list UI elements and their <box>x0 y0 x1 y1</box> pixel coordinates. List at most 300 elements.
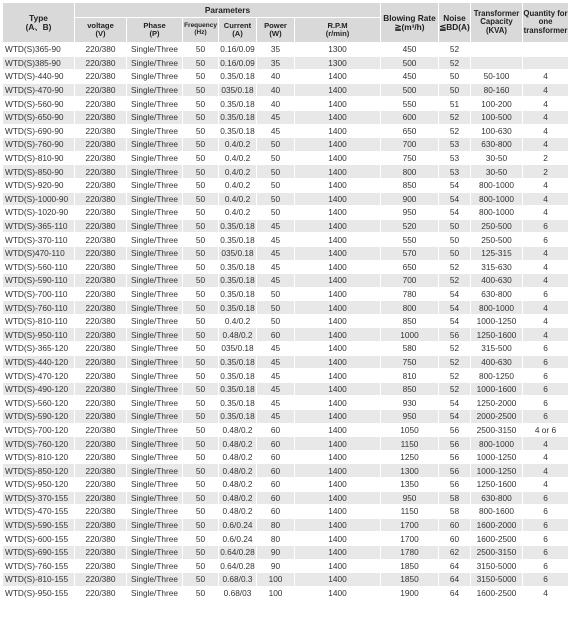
phase-cell: Single/Three <box>127 369 183 383</box>
capacity-cell: 100-200 <box>471 97 523 111</box>
frequency-cell: 50 <box>183 219 219 233</box>
capacity-cell: 315-500 <box>471 342 523 356</box>
frequency-cell: 50 <box>183 342 219 356</box>
blowing-rate-cell: 1700 <box>381 518 439 532</box>
rpm-cell: 1400 <box>295 110 381 124</box>
capacity-unit: (KVA) <box>485 25 508 35</box>
current-label: Current <box>223 21 252 31</box>
table-row <box>3 260 569 274</box>
current-cell: 0.48/0.2 <box>219 505 257 519</box>
rpm-cell: 1400 <box>295 478 381 492</box>
frequency-cell: 50 <box>183 396 219 410</box>
quantity-cell: 6 <box>523 382 569 396</box>
blowing-rate-cell: 1300 <box>381 464 439 478</box>
power-cell: 45 <box>257 110 295 124</box>
current-cell: 0.4/0.2 <box>219 314 257 328</box>
current-cell: 0.6/0.24 <box>219 532 257 546</box>
power-cell: 60 <box>257 478 295 492</box>
voltage-cell: 220/380 <box>75 260 127 274</box>
power-cell: 80 <box>257 518 295 532</box>
noise-cell: 56 <box>439 437 471 451</box>
capacity-header <box>471 3 523 43</box>
capacity-cell: 1250-1600 <box>471 478 523 492</box>
noise-cell: 52 <box>439 110 471 124</box>
rpm-header <box>295 18 381 43</box>
voltage-cell: 220/380 <box>75 206 127 220</box>
rpm-cell: 1400 <box>295 355 381 369</box>
frequency-cell: 50 <box>183 56 219 70</box>
blowing-rate-cell: 780 <box>381 287 439 301</box>
type-cell: WTD(S)-760-155 <box>3 559 75 573</box>
capacity-cell: 315-630 <box>471 260 523 274</box>
capacity-cell: 1600-2000 <box>471 518 523 532</box>
frequency-cell: 50 <box>183 274 219 288</box>
quantity-cell: 4 <box>523 260 569 274</box>
blowing-rate-cell: 550 <box>381 233 439 247</box>
noise-cell: 52 <box>439 274 471 288</box>
noise-cell: 54 <box>439 410 471 424</box>
capacity-cell: 800-1000 <box>471 301 523 315</box>
table-row <box>3 396 569 410</box>
frequency-label: Frequency <box>184 22 217 30</box>
capacity-cell: 800-1250 <box>471 369 523 383</box>
current-cell: 0.35/0.18 <box>220 397 255 408</box>
frequency-cell: 50 <box>183 491 219 505</box>
table-row <box>3 545 569 559</box>
phase-cell: Single/Three <box>127 192 183 206</box>
capacity-cell: 100-630 <box>471 124 523 138</box>
type-cell: WTD(S)-560-110 <box>3 260 75 274</box>
current-cell: 0.16/0.09 <box>220 44 255 55</box>
noise-cell: 50 <box>439 219 471 233</box>
table-row <box>3 124 569 138</box>
voltage-cell: 220/380 <box>75 70 127 84</box>
type-cell: WTD(S)-560-120 <box>3 396 75 410</box>
blowing-rate-cell: 1150 <box>381 437 439 451</box>
rpm-cell: 1400 <box>295 491 381 505</box>
quantity-cell: 6 <box>523 545 569 559</box>
blowing-rate-label: Blowing Rate <box>383 12 436 23</box>
quantity-cell: 4 <box>523 206 569 220</box>
table-row <box>3 410 569 424</box>
rpm-cell: 1400 <box>295 559 381 573</box>
noise-cell: 56 <box>439 328 471 342</box>
type-cell: WTD(S)-590-120 <box>3 410 75 424</box>
capacity-cell: 250-500 <box>471 233 523 247</box>
noise-cell: 52 <box>439 355 471 369</box>
rpm-cell: 1400 <box>295 437 381 451</box>
quantity-cell: 4 <box>523 478 569 492</box>
quantity-cell: 4 <box>523 97 569 111</box>
table-row <box>3 233 569 247</box>
current-cell: 0.48/0.2 <box>219 491 257 505</box>
rpm-cell: 1400 <box>295 206 381 220</box>
voltage-cell: 220/380 <box>75 464 127 478</box>
table-row <box>3 586 569 600</box>
power-cell: 60 <box>257 437 295 451</box>
table-row <box>3 450 569 464</box>
voltage-cell: 220/380 <box>75 573 127 587</box>
blowing-rate-cell: 450 <box>381 70 439 84</box>
voltage-cell: 220/380 <box>75 97 127 111</box>
rpm-cell: 1400 <box>295 83 381 97</box>
type-header-label: Type <box>29 12 48 23</box>
frequency-cell: 50 <box>183 505 219 519</box>
power-cell: 40 <box>257 83 295 97</box>
frequency-cell: 50 <box>183 260 219 274</box>
capacity-cell: 800-1000 <box>471 206 523 220</box>
noise-cell: 54 <box>439 301 471 315</box>
type-cell: WTD(S)-810-110 <box>3 314 75 328</box>
power-cell: 60 <box>257 491 295 505</box>
noise-cell: 58 <box>439 505 471 519</box>
capacity-cell: 800-1000 <box>471 192 523 206</box>
phase-header <box>127 18 183 43</box>
blowing-rate-cell: 950 <box>381 491 439 505</box>
phase-cell: Single/Three <box>127 545 183 559</box>
capacity-cell: 1000-1250 <box>471 464 523 478</box>
current-cell: 0.48/0.2 <box>219 423 257 437</box>
frequency-cell: 50 <box>183 246 219 260</box>
voltage-cell: 220/380 <box>75 43 127 57</box>
current-cell: 0.35/0.18 <box>220 234 255 245</box>
capacity-cell: 50-100 <box>471 70 523 84</box>
current-cell: 0.48/0.2 <box>219 328 257 342</box>
power-cell: 45 <box>257 246 295 260</box>
type-cell: WTD(S)385-90 <box>3 56 75 70</box>
capacity-cell: 800-1000 <box>471 178 523 192</box>
quantity-cell: 4 <box>523 450 569 464</box>
current-cell: 0.48/0.2 <box>219 464 257 478</box>
phase-cell: Single/Three <box>127 450 183 464</box>
noise-cell: 52 <box>439 43 471 57</box>
blowing-rate-cell: 600 <box>381 110 439 124</box>
voltage-cell: 220/380 <box>75 138 127 152</box>
voltage-cell: 220/380 <box>75 559 127 573</box>
voltage-cell: 220/380 <box>75 532 127 546</box>
quantity-cell: 2 <box>523 151 569 165</box>
type-cell: WTD(S)-590-110 <box>3 274 75 288</box>
voltage-cell: 220/380 <box>75 545 127 559</box>
voltage-cell: 220/380 <box>75 274 127 288</box>
phase-cell: Single/Three <box>127 43 183 57</box>
phase-cell: Single/Three <box>127 124 183 138</box>
table-row <box>3 491 569 505</box>
table-row <box>3 151 569 165</box>
voltage-cell: 220/380 <box>75 410 127 424</box>
voltage-cell: 220/380 <box>75 301 127 315</box>
voltage-cell: 220/380 <box>75 450 127 464</box>
capacity-cell: 80-160 <box>471 83 523 97</box>
current-unit: (A) <box>232 29 243 38</box>
table-row <box>3 478 569 492</box>
quantity-cell: 4 <box>523 83 569 97</box>
rpm-cell: 1400 <box>295 260 381 274</box>
power-cell: 50 <box>257 287 295 301</box>
frequency-cell: 50 <box>183 423 219 437</box>
voltage-cell: 220/380 <box>75 165 127 179</box>
voltage-cell: 220/380 <box>75 192 127 206</box>
voltage-cell: 220/380 <box>75 287 127 301</box>
voltage-cell: 220/380 <box>75 110 127 124</box>
noise-cell: 50 <box>439 83 471 97</box>
current-cell: 0.4/0.2 <box>219 192 257 206</box>
table-row <box>3 56 569 70</box>
blowing-rate-cell: 850 <box>381 382 439 396</box>
rpm-cell: 1400 <box>295 410 381 424</box>
noise-cell: 52 <box>439 56 471 70</box>
power-cell: 50 <box>257 314 295 328</box>
phase-cell: Single/Three <box>127 83 183 97</box>
phase-cell: Single/Three <box>127 301 183 315</box>
voltage-cell: 220/380 <box>75 342 127 356</box>
voltage-cell: 220/380 <box>75 246 127 260</box>
type-cell: WTD(S)-810-120 <box>3 450 75 464</box>
rpm-label: R.P.M <box>327 21 348 31</box>
current-cell: 0.16/0.09 <box>220 57 255 68</box>
rpm-cell: 1400 <box>295 532 381 546</box>
noise-cell: 62 <box>439 545 471 559</box>
table-row <box>3 437 569 451</box>
parameters-header: Parameters <box>75 3 381 18</box>
power-cell: 40 <box>257 70 295 84</box>
frequency-cell: 50 <box>183 532 219 546</box>
blowing-rate-cell: 800 <box>381 165 439 179</box>
quantity-cell: 6 <box>523 518 569 532</box>
table-row <box>3 505 569 519</box>
frequency-cell: 50 <box>183 165 219 179</box>
type-cell: WTD(S)-370-155 <box>3 491 75 505</box>
power-cell: 50 <box>257 138 295 152</box>
current-cell: 0.35/0.18 <box>220 370 255 381</box>
phase-cell: Single/Three <box>127 355 183 369</box>
quantity-cell: 6 <box>523 233 569 247</box>
phase-cell: Single/Three <box>127 532 183 546</box>
capacity-cell: 1600-2500 <box>471 586 523 600</box>
quantity-cell: 4 <box>523 437 569 451</box>
noise-cell: 60 <box>439 532 471 546</box>
voltage-cell: 220/380 <box>75 124 127 138</box>
noise-cell: 52 <box>439 260 471 274</box>
table-row <box>3 559 569 573</box>
quantity-cell: 4 <box>523 314 569 328</box>
power-cell: 60 <box>257 450 295 464</box>
table-row <box>3 138 569 152</box>
rpm-cell: 1400 <box>295 165 381 179</box>
voltage-cell: 220/380 <box>75 369 127 383</box>
table-row <box>3 518 569 532</box>
rpm-cell: 1300 <box>295 56 381 70</box>
frequency-cell: 50 <box>183 328 219 342</box>
type-cell: WTD(S)-850-90 <box>3 165 75 179</box>
rpm-cell: 1400 <box>295 246 381 260</box>
power-cell: 100 <box>257 586 295 600</box>
phase-cell: Single/Three <box>127 274 183 288</box>
frequency-cell: 50 <box>183 138 219 152</box>
noise-cell: 50 <box>439 246 471 260</box>
type-cell: WTD(S)-370-110 <box>3 233 75 247</box>
frequency-cell: 50 <box>183 573 219 587</box>
voltage-cell: 220/380 <box>75 586 127 600</box>
capacity-cell: 630-800 <box>471 138 523 152</box>
blowing-rate-cell: 850 <box>381 314 439 328</box>
type-cell: WTD(S)-810-90 <box>3 151 75 165</box>
power-label: Power <box>264 21 287 31</box>
phase-cell: Single/Three <box>127 342 183 356</box>
phase-cell: Single/Three <box>127 287 183 301</box>
phase-cell: Single/Three <box>127 437 183 451</box>
current-cell: 0.35/0.18 <box>220 356 255 367</box>
type-cell: WTD(S)-365-110 <box>3 219 75 233</box>
table-row <box>3 342 569 356</box>
capacity-cell: 630-800 <box>471 287 523 301</box>
current-cell: 0.48/0.2 <box>219 478 257 492</box>
rpm-cell: 1400 <box>295 219 381 233</box>
quantity-cell <box>523 56 569 70</box>
frequency-cell: 50 <box>183 43 219 57</box>
voltage-unit: (V) <box>95 29 106 38</box>
capacity-cell: 3150-5000 <box>471 559 523 573</box>
type-cell: WTD(S)-950-120 <box>3 478 75 492</box>
blowing-rate-cell: 1050 <box>381 423 439 437</box>
quantity-cell: 4 <box>523 464 569 478</box>
type-cell: WTD(S)-690-155 <box>3 545 75 559</box>
rpm-cell: 1400 <box>295 314 381 328</box>
table-row <box>3 192 569 206</box>
phase-cell: Single/Three <box>127 165 183 179</box>
quantity-cell: 4 <box>523 301 569 315</box>
noise-cell: 54 <box>439 192 471 206</box>
quantity-cell: 6 <box>523 287 569 301</box>
type-cell: WTD(S)-850-120 <box>3 464 75 478</box>
power-cell: 45 <box>257 260 295 274</box>
blowing-rate-cell: 1000 <box>381 328 439 342</box>
power-cell: 60 <box>257 423 295 437</box>
power-cell: 50 <box>257 206 295 220</box>
voltage-cell: 220/380 <box>75 518 127 532</box>
frequency-cell: 50 <box>183 192 219 206</box>
rpm-cell: 1400 <box>295 124 381 138</box>
phase-label: Phase <box>143 21 166 31</box>
blowing-rate-cell: 700 <box>381 138 439 152</box>
spec-table <box>2 2 569 600</box>
capacity-cell: 1000-1600 <box>471 382 523 396</box>
power-cell: 45 <box>257 382 295 396</box>
type-cell: WTD(S)-1000-90 <box>3 192 75 206</box>
current-cell: 0.64/0.28 <box>220 547 255 558</box>
rpm-cell: 1400 <box>295 192 381 206</box>
type-cell: WTD(S)-440-120 <box>3 355 75 369</box>
power-cell: 50 <box>257 151 295 165</box>
frequency-cell: 50 <box>183 464 219 478</box>
current-cell: 0.35/0.18 <box>220 302 255 313</box>
type-cell: WTD(S)-470-90 <box>3 83 75 97</box>
power-cell: 60 <box>257 328 295 342</box>
table-row <box>3 382 569 396</box>
capacity-cell: 2500-3150 <box>471 423 523 437</box>
frequency-unit: (Hz) <box>194 29 207 36</box>
type-header <box>3 3 75 43</box>
type-cell: WTD(S)470-110 <box>3 246 75 260</box>
power-cell: 45 <box>257 369 295 383</box>
voltage-cell: 220/380 <box>75 396 127 410</box>
type-cell: WTD(S)-690-90 <box>3 124 75 138</box>
frequency-cell: 50 <box>183 450 219 464</box>
type-cell: WTD(S)-950-155 <box>3 586 75 600</box>
type-cell: WTD(S)-650-90 <box>3 110 75 124</box>
capacity-cell: 100-500 <box>471 110 523 124</box>
frequency-header <box>183 18 219 43</box>
current-cell: 0.35/0.18 <box>220 288 255 299</box>
frequency-cell: 50 <box>183 206 219 220</box>
noise-cell: 54 <box>439 396 471 410</box>
current-cell: 0.64/0.28 <box>220 560 255 571</box>
table-row <box>3 532 569 546</box>
blowing-rate-cell: 650 <box>381 260 439 274</box>
voltage-cell: 220/380 <box>75 382 127 396</box>
blowing-rate-cell: 1850 <box>381 559 439 573</box>
type-cell: WTD(S)-760-110 <box>3 301 75 315</box>
phase-cell: Single/Three <box>127 56 183 70</box>
blowing-rate-cell: 450 <box>381 43 439 57</box>
current-cell: 0.35/0.18 <box>220 384 255 395</box>
frequency-cell: 50 <box>183 287 219 301</box>
quantity-cell: 4 or 6 <box>523 423 569 437</box>
quantity-cell: 4 <box>523 586 569 600</box>
noise-cell: 56 <box>439 450 471 464</box>
type-cell: WTD(S)-440-90 <box>3 70 75 84</box>
blowing-rate-unit: ≧(m³/h) <box>394 21 425 32</box>
power-cell: 35 <box>257 43 295 57</box>
blowing-rate-cell: 930 <box>381 396 439 410</box>
capacity-cell: 1000-1250 <box>471 314 523 328</box>
quantity-cell: 4 <box>523 124 569 138</box>
noise-cell: 54 <box>439 178 471 192</box>
rpm-cell: 1400 <box>295 151 381 165</box>
noise-cell: 60 <box>439 518 471 532</box>
voltage-cell: 220/380 <box>75 151 127 165</box>
blowing-rate-cell: 1850 <box>381 573 439 587</box>
frequency-cell: 50 <box>183 369 219 383</box>
capacity-cell <box>471 56 523 70</box>
voltage-cell: 220/380 <box>75 505 127 519</box>
phase-cell: Single/Three <box>127 138 183 152</box>
current-cell: 0.48/0.2 <box>219 437 257 451</box>
type-cell: WTD(S)-470-155 <box>3 505 75 519</box>
current-cell: 0.48/0.2 <box>219 450 257 464</box>
table-body <box>3 43 569 600</box>
noise-cell: 52 <box>439 369 471 383</box>
table-row <box>3 573 569 587</box>
noise-cell: 53 <box>439 138 471 152</box>
current-cell: 0.35/0.18 <box>220 261 255 272</box>
noise-cell: 56 <box>439 478 471 492</box>
blowing-rate-cell: 500 <box>381 56 439 70</box>
rpm-cell: 1300 <box>295 43 381 57</box>
power-cell: 60 <box>257 505 295 519</box>
phase-cell: Single/Three <box>127 491 183 505</box>
current-cell: 0.35/0.18 <box>220 112 255 123</box>
capacity-cell: 1250-2000 <box>471 396 523 410</box>
capacity-cell: 2500-3150 <box>471 545 523 559</box>
quantity-cell: 4 <box>523 192 569 206</box>
rpm-cell: 1400 <box>295 328 381 342</box>
rpm-cell: 1400 <box>295 287 381 301</box>
rpm-cell: 1400 <box>295 396 381 410</box>
table-row <box>3 110 569 124</box>
capacity-cell: 125-315 <box>471 246 523 260</box>
type-cell: WTD(S)-365-120 <box>3 342 75 356</box>
